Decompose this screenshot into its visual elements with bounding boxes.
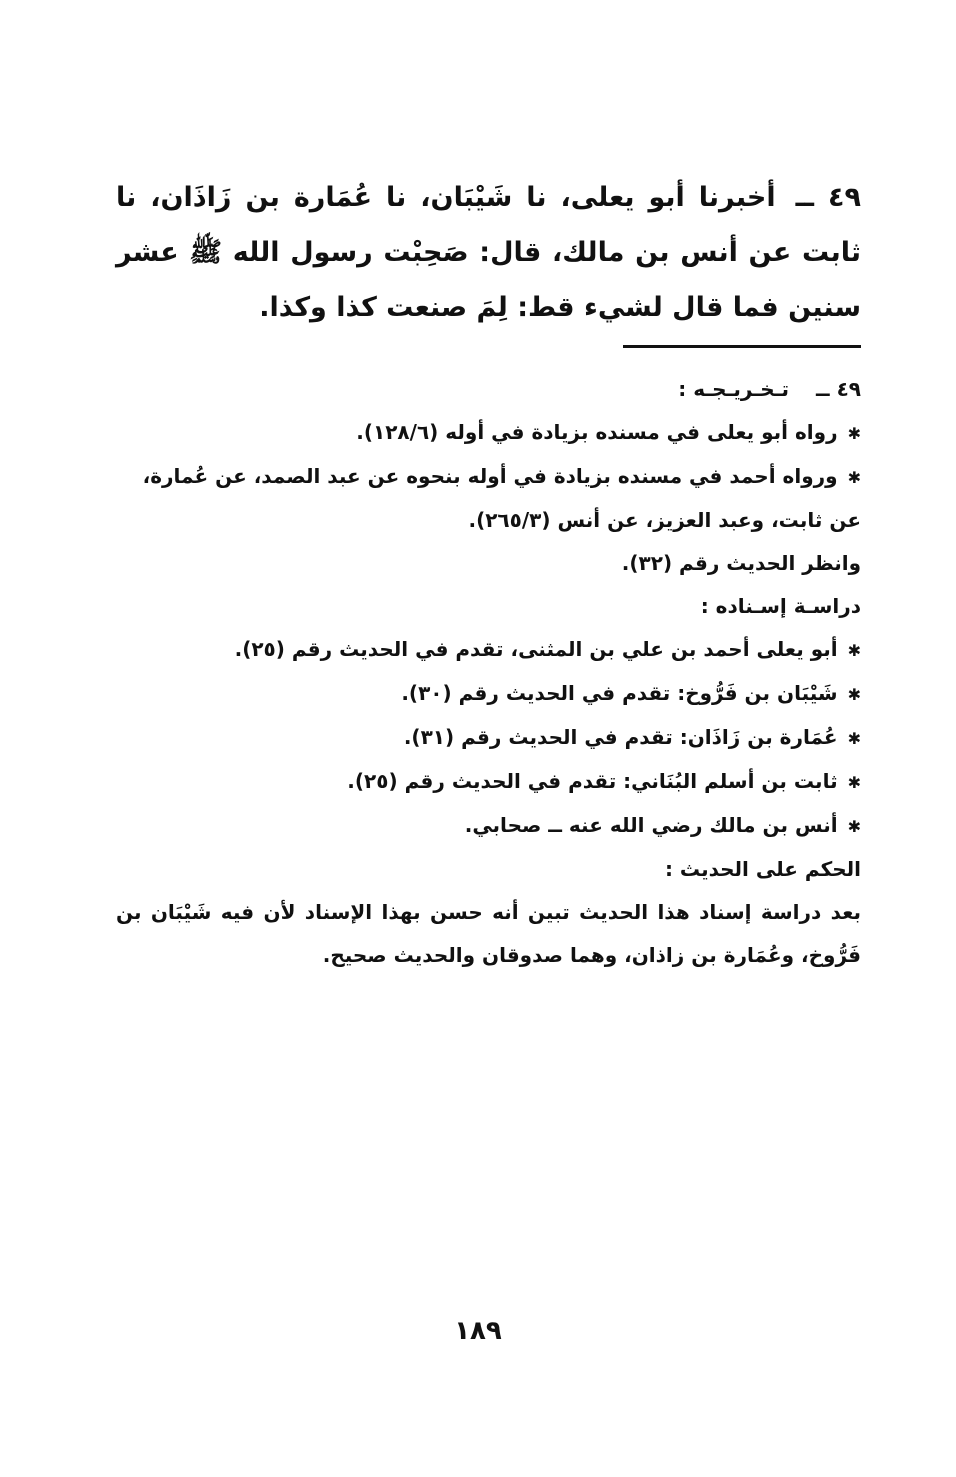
takhrij-heading: [116, 368, 861, 411]
asterisk-icon: ✱: [847, 641, 861, 660]
isnad-heading: دراسـة إسـناده :: [700, 594, 861, 618]
asterisk-icon: ✱: [847, 773, 861, 792]
takhrij-number: ٤٩ ــ: [815, 377, 861, 401]
asterisk-icon: ✱: [847, 817, 861, 836]
hukm-heading: الحكم على الحديث :: [664, 857, 861, 881]
takhrij-item-continuation: عن ثابت، وعبد العزيز، عن أنس (٢٦٥/٣).: [468, 508, 861, 532]
takhrij-title: تـخـريـجـه :: [678, 377, 789, 401]
takhrij-see-also: وانظر الحديث رقم (٣٢).: [621, 551, 861, 575]
isnad-item: ✱عُمَارة بن زَاذَان: تقدم في الحديث رقم (٣١).: [116, 716, 861, 760]
asterisk-icon: ✱: [847, 424, 861, 443]
isnad-item: ✱ثابت بن أسلم البُنَاني: تقدم في الحديث رقم (٢٥).: [116, 760, 861, 804]
hukm-text: بعد دراسة إسناد هذا الحديث تبين أنه حسن بهذا الإسناد لأن فيه شَيْبَان بن فَرُّوخ، وعُمَارة بن زاذان، وهما صدوقان والحديث صحيح.: [116, 900, 861, 967]
isnad-item: ✱أبو يعلى أحمد بن علي بن المثنى، تقدم في الحديث رقم (٢٥).: [116, 628, 861, 672]
isnad-item: ✱أنس بن مالك رضي الله عنه ــ صحابي.: [116, 804, 861, 848]
asterisk-icon: ✱: [847, 729, 861, 748]
hadith-body: أخبرنا أبو يعلى، نا شَيْبَان، نا عُمَارة بن زَاذَان، نا ثابت عن أنس بن مالك، قال: صَحِبْت رسول الله ﷺ عشر سنين فما قال لشيء قط: لِمَ صنعت كذا وكذا.: [116, 182, 861, 323]
footnote-divider: [623, 345, 861, 348]
isnad-item: ✱شَيْبَان بن فَرُّوخ: تقدم في الحديث رقم (٣٠).: [116, 672, 861, 716]
takhrij-item: ✱ورواه أحمد في مسنده بزيادة في أوله بنحوه عن عبد الصمد، عن عُمارة،: [116, 455, 861, 499]
hadith-number: ٤٩ ــ: [795, 182, 861, 213]
asterisk-icon: ✱: [847, 685, 861, 704]
hadith-text: [116, 170, 861, 335]
takhrij-item: ✱رواه أبو يعلى في مسنده بزيادة في أوله (١٢٨/٦).: [116, 411, 861, 455]
page-number: ١٨٩: [454, 1316, 502, 1346]
footnotes: [116, 368, 861, 977]
asterisk-icon: ✱: [847, 468, 861, 487]
